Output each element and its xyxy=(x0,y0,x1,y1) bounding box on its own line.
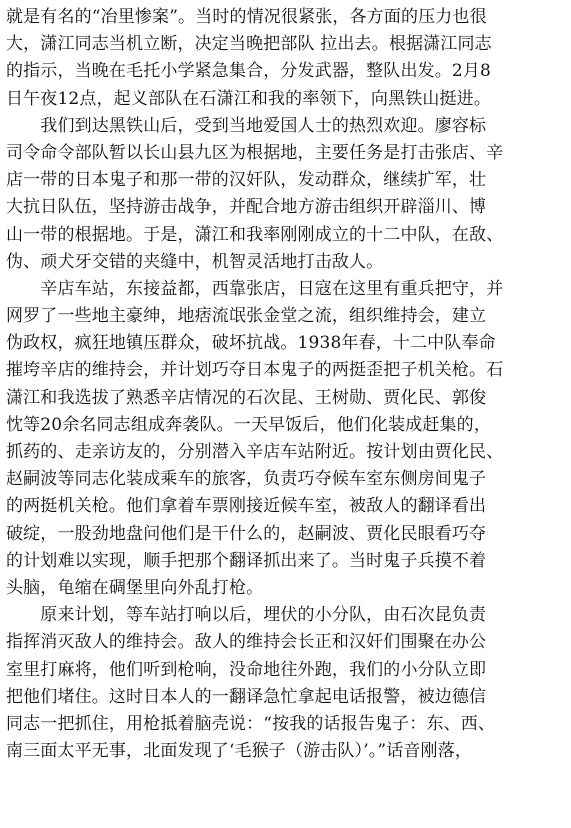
text-line: 店一带的日本鬼子和那一带的汉奸队，发动群众，继续扩军，壮 xyxy=(6,170,487,191)
text-line: 赵嗣波等同志化装成乘车的旅客，负责巧夺候车室东侧房间鬼子 xyxy=(6,469,487,490)
paragraph xyxy=(6,113,566,276)
text-line: 头脑，龟缩在碉堡里向外乱打枪。 xyxy=(6,577,264,598)
text-line: 辛店车站，东接益都，西靠张店，日寇在这里有重兵把守，并 xyxy=(6,278,504,299)
text-line: 的计划难以实现，顺手把那个翻译抓出来了。当时鬼子兵摸不着 xyxy=(6,550,487,571)
text-line: 的指示，当晚在毛托小学紧急集合，分发武器，整队出发。2月8 xyxy=(6,61,491,82)
text-line: 潇江和我选拔了熟悉辛店情况的石次昆、王树勋、贾化民、郭俊 xyxy=(6,387,487,408)
text-line: 把他们堵住。这时日本人的一翻译急忙拿起电话报警，被边德信 xyxy=(6,686,487,707)
text-line: 日午夜12点，起义部队在石潇江和我的率领下，向黑铁山挺进。 xyxy=(6,88,491,109)
paragraph xyxy=(6,276,566,602)
text-line: 原来计划，等车站打响以后，埋伏的小分队，由石次昆负责 xyxy=(6,605,487,626)
text-line: 摧垮辛店的维持会，并计划巧夺日本鬼子的两挺歪把子机关枪。石 xyxy=(6,360,504,381)
text-line: 我们到达黑铁山后，受到当地爱国人士的热烈欢迎。廖容标 xyxy=(6,115,487,136)
text-line: 指挥消灭敌人的维持会。敌人的维持会长正和汉奸们围聚在办公 xyxy=(6,632,487,653)
text-line: 同志一把抓住，用枪抵着脑壳说：“按我的话报告鬼子：东、西、 xyxy=(6,713,496,734)
text-line: 破绽，一股劲地盘问他们是干什么的，赵嗣波、贾化民眼看巧夺 xyxy=(6,523,487,544)
text-line: 忱等20余名同志组成奔袭队。一天早饭后，他们化装成赶集的， xyxy=(6,414,491,435)
paragraph xyxy=(6,4,566,113)
text-line: 伪、顽犬牙交错的夹缝中，机智灵活地打击敌人。 xyxy=(6,251,384,272)
text-line: 抓药的、走亲访友的，分别潜入辛店车站附近。按计划由贾化民、 xyxy=(6,442,504,462)
text-line: 的两挺机关枪。他们拿着车票刚接近候车室，被敌人的翻译看出 xyxy=(6,496,487,517)
text-line: 室里打麻将，他们听到枪响，没命地往外跑，我们的小分队立即 xyxy=(6,659,487,680)
text-line: 大抗日队伍，坚持游击战争，并配合地方游击组织开辟淄川、博 xyxy=(6,197,487,218)
text-line: 南三面太平无事，北面发现了‘毛猴子（游击队）’。”话音刚落， xyxy=(6,741,472,762)
text-line: 司令命令部队暂以长山县九区为根据地，主要任务是打击张店、辛 xyxy=(6,142,504,163)
text-line: 就是有名的“冶里惨案”。当时的情况很紧张，各方面的压力也很 xyxy=(6,7,487,27)
document-page xyxy=(6,4,566,824)
text-line: 大，潇江同志当机立断，决定当晚把部队 拉出去。根据潇江同志 xyxy=(6,34,492,55)
text-line: 网罗了一些地主豪绅，地痞流氓张金堂之流，组织维持会，建立 xyxy=(6,306,487,327)
text-line: 伪政权，疯狂地镇压群众，破坏抗战。1938年春，十二中队奉命 xyxy=(6,333,496,354)
paragraph xyxy=(6,602,566,765)
text-line: 山一带的根据地。于是，潇江和我率刚刚成立的十二中队，在敌、 xyxy=(6,224,504,245)
